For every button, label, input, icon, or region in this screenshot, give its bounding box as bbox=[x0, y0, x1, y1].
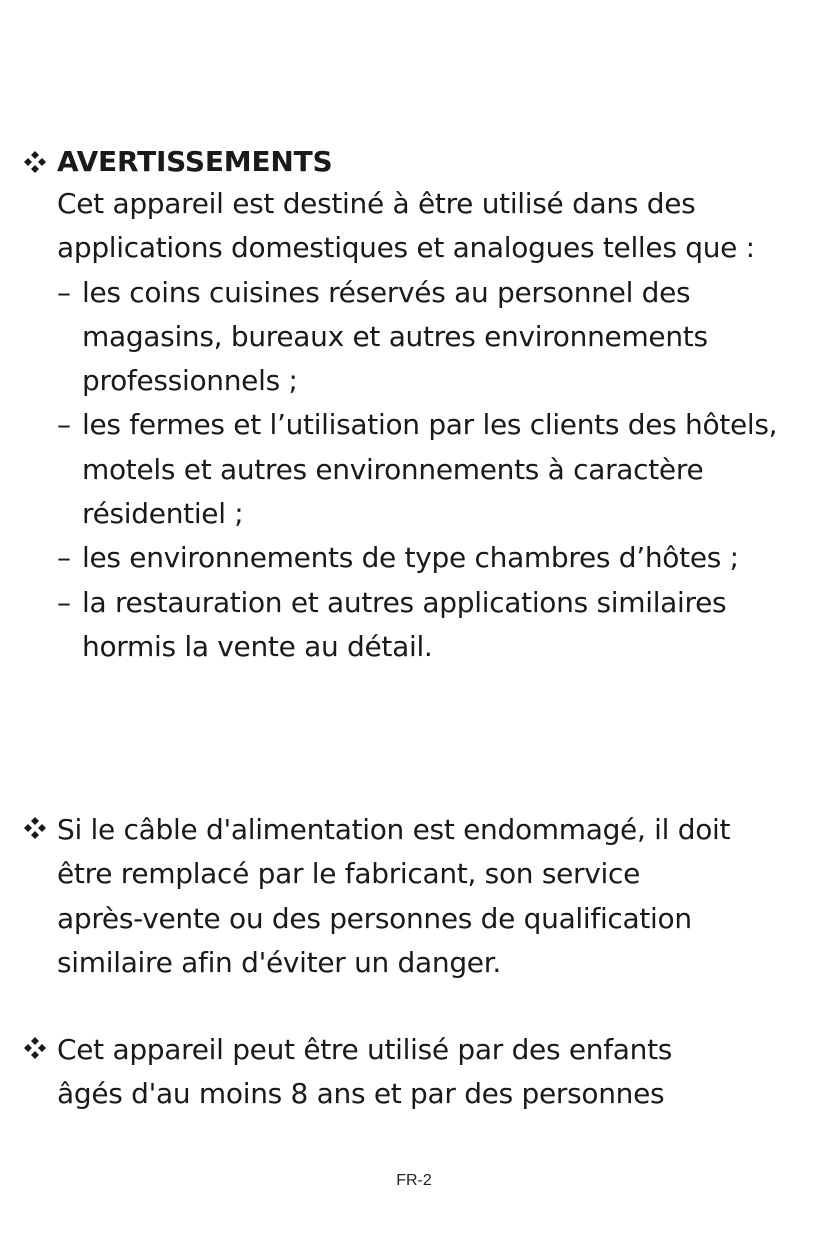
children-warning-text: Cet appareil peut être utilisé par des enfants âgés d'au moins 8 ans et par des personnes bbox=[57, 1033, 673, 1111]
usage-list bbox=[22, 271, 792, 670]
list-item-text: les fermes et l’utilisation par les clients des hôtels, motels et autres environnements à caractère résidentiel ; bbox=[82, 408, 778, 531]
four-diamond-bullet-icon bbox=[22, 815, 48, 841]
list-item-text: la restauration et autres applications similaires hormis la vente au détail. bbox=[82, 585, 727, 663]
cable-warning-section bbox=[22, 808, 792, 985]
list-item-text: les coins cuisines réservés au personnel des magasins, bureaux et autres environnements professionnels ; bbox=[82, 275, 708, 398]
list-item bbox=[57, 271, 792, 404]
dash-marker: – bbox=[57, 275, 71, 309]
children-warning-section bbox=[22, 1028, 792, 1117]
page-number: FR-2 bbox=[396, 1172, 432, 1189]
four-diamond-bullet-icon bbox=[22, 149, 48, 175]
warnings-section bbox=[22, 142, 792, 669]
list-item bbox=[57, 536, 792, 580]
dash-marker: – bbox=[57, 541, 71, 575]
list-item bbox=[57, 581, 792, 670]
dash-marker: – bbox=[57, 585, 71, 619]
list-item bbox=[57, 403, 792, 536]
list-item-text: les environnements de type chambres d’hôtes ; bbox=[82, 541, 739, 575]
dash-marker: – bbox=[57, 408, 71, 442]
warnings-heading: AVERTISSEMENTS bbox=[57, 145, 333, 178]
four-diamond-bullet-icon bbox=[22, 1035, 48, 1061]
cable-warning-text: Si le câble d'alimentation est endommagé, il doit être remplacé par le fabricant, son service après-vente ou des personnes de qualification similaire afin d'éviter un danger. bbox=[57, 813, 731, 979]
warnings-intro: Cet appareil est destiné à être utilisé dans des applications domestiques et analogues telles que : bbox=[57, 187, 755, 265]
